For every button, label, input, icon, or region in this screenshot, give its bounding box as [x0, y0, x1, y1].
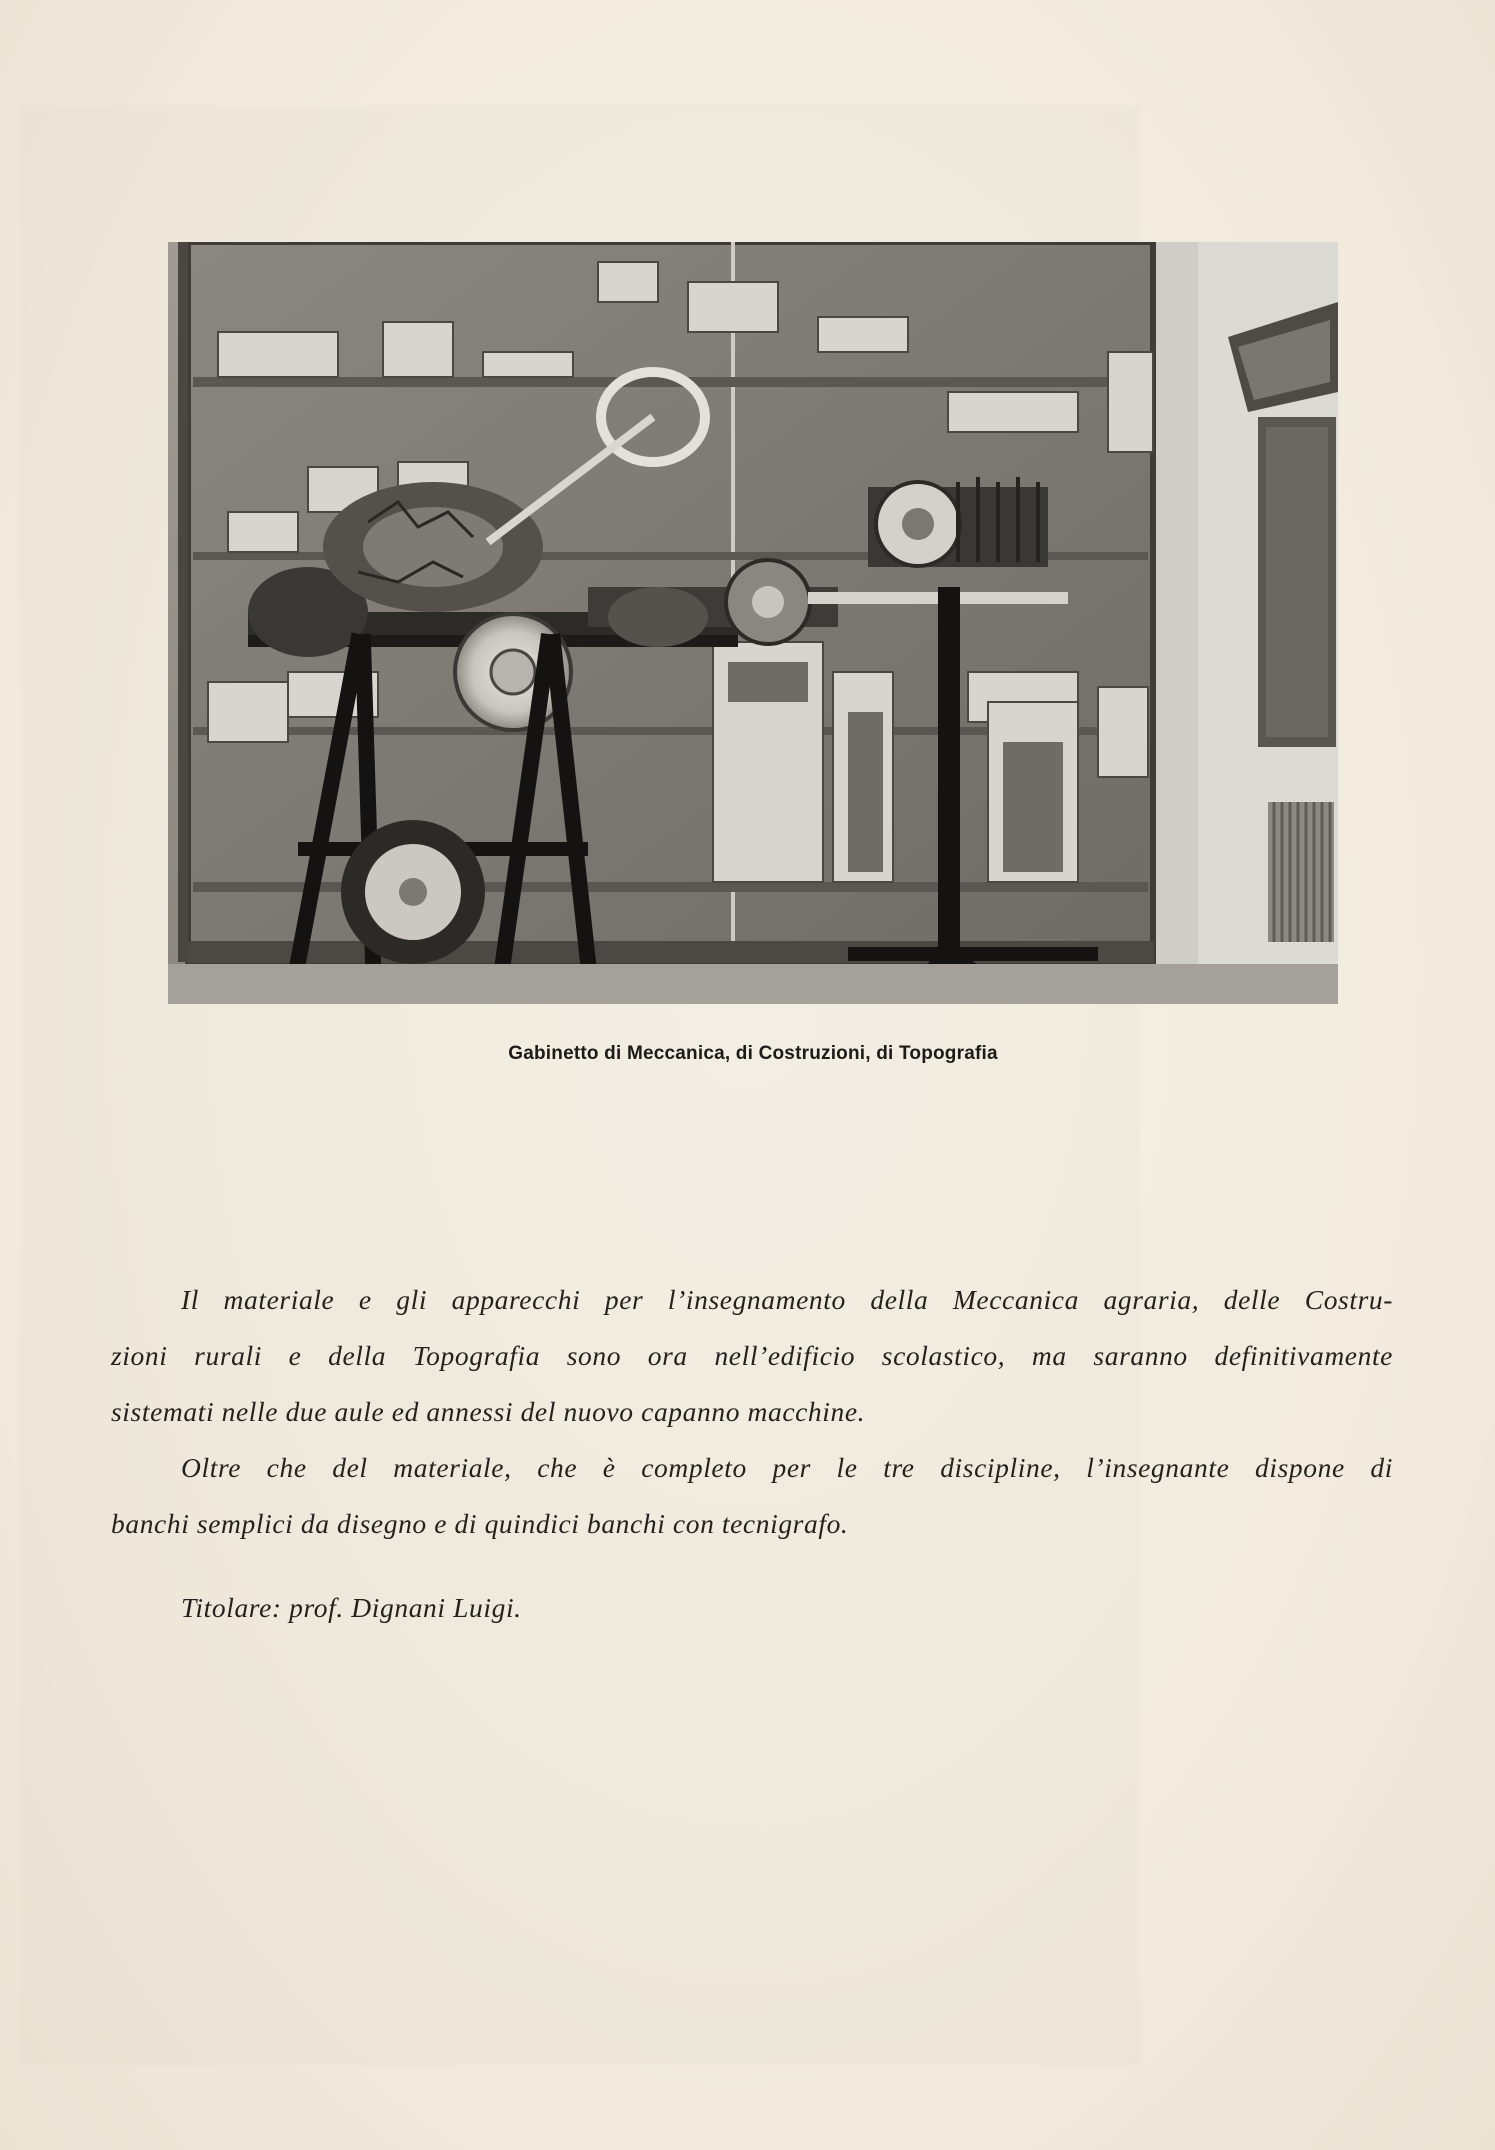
- paragraph-2-line-2: banchi semplici da disegno e di quindici banchi con tecnigrafo.: [111, 1508, 849, 1539]
- paragraph-1-line-3: sistemati nelle due aule ed annessi del nuovo capanno macchine.: [111, 1396, 866, 1427]
- signature: Titolare: prof. Dignani Luigi.: [181, 1592, 522, 1623]
- paragraph-1-line-1: Il materiale e gli apparecchi per l’insegnamento della Meccanica agraria, delle Costru-: [181, 1284, 1393, 1315]
- workshop-photo: [168, 242, 1338, 1004]
- body-text: [111, 1272, 1393, 1636]
- paragraph-2-line-1: Oltre che del materiale, che è completo per le tre discipline, l’insegnante dispone di: [181, 1452, 1393, 1483]
- paragraph-1-line-2: zioni rurali e della Topografia sono ora nell’edificio scolastico, ma saranno definitivamente: [111, 1340, 1393, 1371]
- figure-caption: Gabinetto di Meccanica, di Costruzioni, di Topografia: [508, 1043, 998, 1064]
